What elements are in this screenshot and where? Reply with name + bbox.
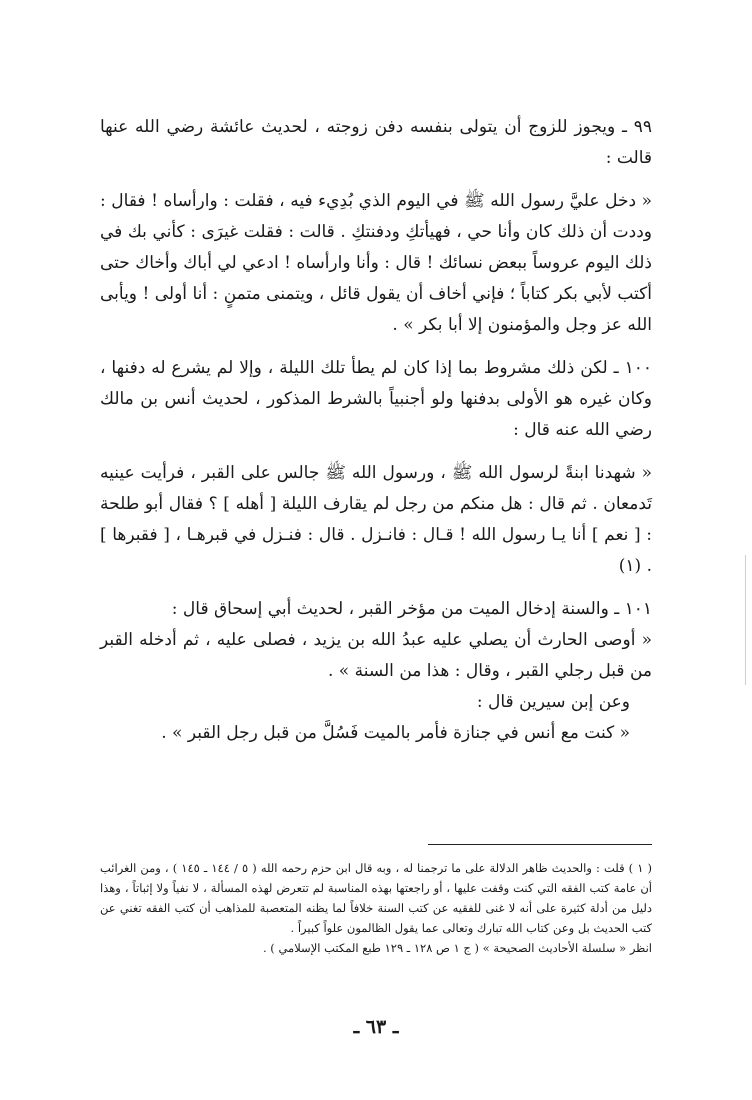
hadith-abu-ishaq: « أوصى الحارث أن يصلي عليه عبدُ الله بن يزيد ، فصلى عليه ، ثم أدخله القبر من قبل رجلي القبر ، وقال : هذا من السنة » . [100, 630, 652, 681]
footnote-1: ( ١ ) قلت : والحديث ظاهر الدلالة على ما ترجمنا له ، وبه قال ابن حزم رحمه الله ( ٥ / ١٤٤ ـ ١٤٥ ) ، ومن الغرائب أن عامة كتب الفقه التي كنت وقفت عليها ، أو راجعتها بهذه المناسبة لم تتعرض لهذه المسألة ، لا نفياً ولا إثباتاً ، وهذا دليل من أدلة كثيرة على أنه لا غنى للفقيه عن كتب السنة خلافاً لما يظنه المتعصبة للمذاهب أن كتب الفقه تغني عن كتب الحديث بل وعن كتاب الله تبارك وتعالى عما يقول الظالمون علواً كبيراً . [100, 861, 652, 935]
footnotes [100, 858, 652, 958]
footnote-reference: انظر « سلسلة الأحاديث الصحيحة » ( ج ١ ص ١٢٨ ـ ١٢٩ طبع المكتب الإسلامي ) . [263, 941, 652, 955]
paragraph-100: ١٠٠ ـ لكن ذلك مشروط بما إذا كان لم يطأ تلك الليلة ، وإلا لم يشرع له دفنها ، وكان غيره هو الأولى بدفنها ولو أجنبياً بالشرط المذكور ، لحديث أنس بن مالك رضي الله عنه قال : [100, 358, 652, 440]
main-text [100, 112, 652, 749]
hadith-ibn-sirin: « كنت مع أنس في جنازة فأمر بالميت فَسُلَّ من قبل رجل القبر » . [161, 723, 630, 743]
paragraph-101: ١٠١ ـ والسنة إدخال الميت من مؤخر القبر ، لحديث أبي إسحاق قال : [171, 599, 652, 619]
hadith-anas: « شهدنا ابنةً لرسول الله ﷺ ، ورسول الله ﷺ جالس على القبر ، فرأيت عينيه تَدمعان . ثم قال : هل منكم من رجل لم يقارف الليلة [ أهله ] ؟ فقال أبو طلحة : [ نعم ] أنا يـا رسول الله ! قـال : فانـزل . قال : فنـزل في قبرهـا ، [ فقبرها ] . (١) [100, 463, 652, 576]
hadith-aisha: « دخل عليَّ رسول الله ﷺ في اليوم الذي بُدِيء فيه ، فقلت : وارأساه ! فقال : وددت أن ذلك كان وأنا حي ، فهيأتكِ ودفنتكِ . قالت : فقلت غيرَى : كأني بك في ذلك اليوم عروساً ببعض نسائك ! قال : وأنا وارأساه ! ادعي لي أباك وأخاك حتى أكتب لأبي بكر كتاباً ؛ فإني أخاف أن يقول قائل ، ويتمنى متمنٍ : أنا أولى ! ويأبى الله عز وجل والمؤمنون إلا أبا بكر » . [100, 191, 652, 335]
ibn-sirin-intro: وعن إبن سيرين قال : [476, 692, 630, 712]
footnote-separator [428, 844, 652, 845]
page-edge-mark [745, 555, 746, 685]
paragraph-99: ٩٩ ـ ويجوز للزوج أن يتولى بنفسه دفن زوجته ، لحديث عائشة رضي الله عنها قالت : [100, 117, 652, 168]
page-number: ـ ٦٣ ـ [353, 1016, 399, 1038]
